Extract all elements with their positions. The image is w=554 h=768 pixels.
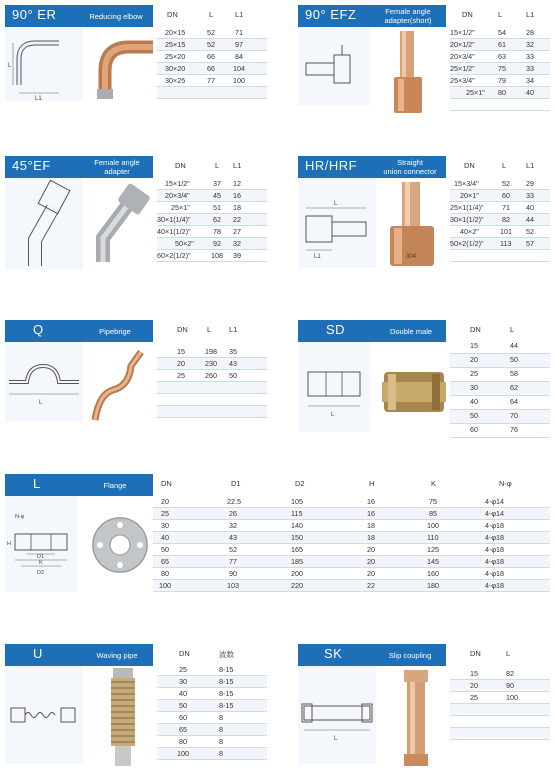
table-row: 15×1/2" 37 12 <box>157 178 267 190</box>
section-name: Female angle adapter <box>94 158 140 176</box>
efz-drawing <box>298 27 370 105</box>
table-row <box>450 716 550 728</box>
table-row: 20 230 43 <box>157 358 267 370</box>
table-row <box>450 704 550 716</box>
section-code: U <box>33 646 43 661</box>
table-header: L1 <box>233 161 242 170</box>
u-drawing <box>5 666 83 764</box>
dim-label: D2 <box>37 570 45 576</box>
table-row: 15×3/4" 52 29 <box>450 178 550 190</box>
section-sd <box>298 320 550 438</box>
table-row: 60 8 <box>157 712 267 724</box>
table-row: 20×3/4" 45 16 <box>157 190 267 202</box>
table-header: L <box>502 161 507 170</box>
table-row <box>157 394 267 406</box>
table-row: 25×1/2" 75 33 <box>450 63 550 75</box>
section-name: Waving pipe <box>96 651 138 660</box>
dim-label: N-φ <box>15 514 25 520</box>
45ef-drawing <box>5 178 83 270</box>
table-header: DN <box>161 479 172 488</box>
table-header: L <box>498 10 503 19</box>
table-row: 25 58 <box>450 368 550 382</box>
table-header: H <box>369 479 375 488</box>
table-row: 25 26 115 16 85 4-φ14 <box>153 508 550 520</box>
dim-label: L1 <box>35 96 42 102</box>
table-row: 20×1" 60 33 <box>450 190 550 202</box>
table-row: 100 103 220 22 180 4-φ18 <box>153 580 550 592</box>
table-row: 50×2(1/2)" 113 57 <box>450 238 550 250</box>
technical-drawing-q <box>5 342 83 422</box>
spec-table <box>157 320 267 430</box>
dim-label: L <box>334 736 338 742</box>
table-row: 100 8 <box>157 748 267 760</box>
table-header: DN <box>470 649 481 658</box>
section-l-flange <box>5 474 550 600</box>
table-row: 40 8-15 <box>157 688 267 700</box>
u-photo <box>103 668 143 768</box>
spec-table <box>157 156 267 278</box>
section-code: 45°EF <box>12 158 51 173</box>
q-drawing <box>5 342 83 422</box>
table-row: 50 52 165 20 125 4-φ18 <box>153 544 550 556</box>
table-header: 波数 <box>219 650 234 659</box>
flange-drawing <box>5 496 77 592</box>
technical-drawing-efz <box>298 27 370 105</box>
table-row: 30 62 <box>450 382 550 396</box>
section-header <box>298 156 446 178</box>
section-name: Female angle adapter(short) <box>384 7 432 25</box>
table-row: 25×1" 80 40 <box>450 87 550 99</box>
er-elbow-photo <box>97 33 157 103</box>
section-code: 90° EFZ <box>305 7 357 22</box>
table-row: 25×20 66 84 <box>157 51 267 63</box>
dim-label: L <box>334 201 338 207</box>
table-row: 30×1(1/2)" 82 44 <box>450 214 550 226</box>
table-row: 20×15 52 71 <box>157 27 267 39</box>
table-row: 30×20 66 104 <box>157 63 267 75</box>
table-header: L <box>207 325 212 334</box>
section-header <box>5 644 153 666</box>
table-row: 15×1/2" 54 28 <box>450 27 550 39</box>
table-header: DN <box>175 161 186 170</box>
technical-drawing-sd <box>298 342 370 432</box>
spec-table <box>450 5 550 115</box>
spec-table <box>450 320 550 438</box>
q-photo <box>89 346 151 426</box>
section-90-er <box>5 5 267 115</box>
section-header <box>5 320 153 342</box>
dim-label: L1 <box>314 254 321 260</box>
photo-label: 304 <box>406 254 417 260</box>
section-header <box>298 320 446 342</box>
hr-drawing <box>298 178 376 268</box>
section-code: SD <box>326 322 346 337</box>
table-header: DN <box>179 649 190 658</box>
dim-label: K <box>39 560 43 566</box>
sk-drawing <box>298 666 376 764</box>
table-row: 25 100 <box>450 692 550 704</box>
table-header: DN <box>177 325 188 334</box>
section-code: HR/HRF <box>305 158 358 173</box>
spec-table <box>450 156 550 278</box>
table-row <box>157 382 267 394</box>
table-row: 50 70 <box>450 410 550 424</box>
table-header: DN <box>167 10 178 19</box>
table-row: 40 64 <box>450 396 550 410</box>
section-name: Reducing elbow <box>89 12 143 21</box>
dim-label: L <box>331 412 335 418</box>
efz-photo <box>380 29 440 115</box>
section-q <box>5 320 267 430</box>
section-name: Double male <box>389 327 433 336</box>
table-row: 60 76 <box>450 424 550 438</box>
table-row <box>450 99 550 111</box>
table-row: 20×3/4" 63 33 <box>450 51 550 63</box>
table-row: 30×1(1/4)" 62 22 <box>157 214 267 226</box>
table-row: 30 8-15 <box>157 676 267 688</box>
section-name: Straight union connector <box>383 158 437 176</box>
table-row <box>450 250 550 262</box>
section-header <box>298 644 446 666</box>
spec-table <box>157 644 267 766</box>
table-header: DN <box>470 325 481 334</box>
table-row: 25 8-15 <box>157 664 267 676</box>
table-header: D1 <box>231 479 241 488</box>
table-row <box>450 728 550 740</box>
section-header <box>298 5 446 27</box>
section-name: Pipebrige <box>99 327 131 336</box>
table-header: DN <box>464 161 475 170</box>
table-header: K <box>431 479 437 488</box>
section-code: 90° ER <box>12 7 57 22</box>
section-code: SK <box>324 646 343 661</box>
table-row: 20 90 <box>450 680 550 692</box>
dim-label: L <box>39 400 43 406</box>
table-row <box>157 87 267 99</box>
table-row: 25 260 50 <box>157 370 267 382</box>
section-name: Slip coupling <box>388 651 432 660</box>
table-row: 25×15 52 97 <box>157 39 267 51</box>
technical-drawing-sk <box>298 666 376 764</box>
dim-label: D1 <box>37 554 45 560</box>
hr-photo <box>382 180 444 270</box>
section-header <box>5 156 153 178</box>
sd-photo <box>378 354 448 424</box>
table-row: 15 82 <box>450 668 550 680</box>
sk-photo <box>396 670 436 766</box>
technical-drawing-flange <box>5 496 77 592</box>
table-row: 25×3/4" 79 34 <box>450 75 550 87</box>
technical-drawing-45ef <box>5 178 83 270</box>
technical-drawing-hr <box>298 178 376 268</box>
table-header: L <box>209 10 214 19</box>
table-row: 60×2(1/2)" 108 39 <box>157 250 267 262</box>
table-row: 40 43 150 18 110 4-φ18 <box>153 532 550 544</box>
table-row: 15 44 <box>450 340 550 354</box>
table-header: L1 <box>235 10 244 19</box>
table-header: DN <box>462 10 473 19</box>
section-header <box>5 5 153 27</box>
table-row: 65 77 185 20 145 4-φ18 <box>153 556 550 568</box>
table-row: 50×2" 92 32 <box>157 238 267 250</box>
section-code: L <box>33 476 41 491</box>
table-header: L <box>506 649 511 658</box>
spec-table <box>157 5 267 105</box>
table-row: 50 8-15 <box>157 700 267 712</box>
er-elbow-drawing <box>5 27 83 101</box>
section-u-waving-pipe <box>5 644 267 766</box>
dim-label: L <box>8 63 12 69</box>
table-header: L1 <box>229 325 238 334</box>
table-row: 15 198 35 <box>157 346 267 358</box>
table-row <box>157 406 267 418</box>
table-header: L1 <box>526 10 535 19</box>
table-row: 25×1(1/4)" 71 40 <box>450 202 550 214</box>
section-90-efz <box>298 5 550 120</box>
table-header: L <box>510 325 515 334</box>
section-sk-slip-coupling <box>298 644 550 766</box>
table-row: 65 8 <box>157 724 267 736</box>
table-row: 40×2" 101 52 <box>450 226 550 238</box>
section-code: Q <box>33 322 44 337</box>
table-row: 25×1" 51 18 <box>157 202 267 214</box>
table-header: N-φ <box>499 479 512 488</box>
spec-table <box>450 644 550 766</box>
table-row: 30 32 140 18 100 4-φ18 <box>153 520 550 532</box>
table-header: L <box>215 161 220 170</box>
45ef-photo <box>93 186 153 266</box>
section-hr-hrf <box>298 156 550 278</box>
section-name: Flange <box>103 481 127 490</box>
flange-photo <box>89 514 151 576</box>
sd-drawing <box>298 342 370 432</box>
table-row: 80 90 200 20 160 4-φ18 <box>153 568 550 580</box>
table-row: 80 8 <box>157 736 267 748</box>
table-header: D2 <box>295 479 305 488</box>
table-header: L1 <box>526 161 535 170</box>
table-row: 40×1(1/2)" 78 27 <box>157 226 267 238</box>
table-row: 20×1/2" 61 32 <box>450 39 550 51</box>
table-row: 20 22.5 105 16 75 4-φ14 <box>153 496 550 508</box>
technical-drawing-u <box>5 666 83 764</box>
section-header <box>5 474 153 496</box>
table-row: 20 50 <box>450 354 550 368</box>
section-45-ef <box>5 156 267 278</box>
spec-table <box>153 474 550 600</box>
technical-drawing-er <box>5 27 83 101</box>
table-row: 30×25 77 100 <box>157 75 267 87</box>
dim-label: H <box>7 541 11 547</box>
